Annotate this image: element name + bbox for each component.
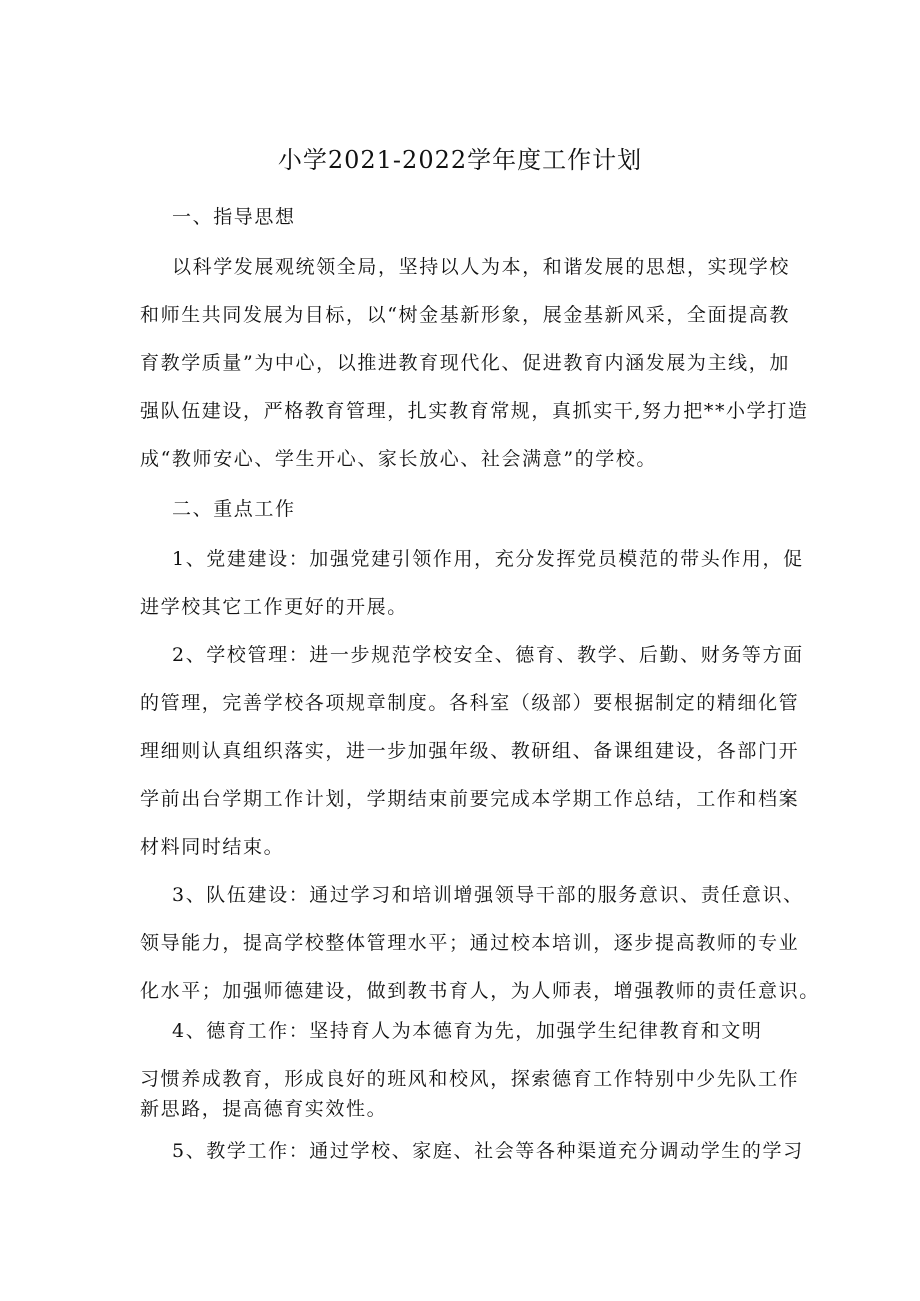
paragraph-line: 新思路，提高德育实效性。: [140, 1098, 388, 1120]
paragraph-line: 成“教师安心、学生开心、家长放心、社会满意”的学校。: [140, 448, 658, 470]
paragraph-line: 学前出台学期工作计划，学期结束前要完成本学期工作总结，工作和档案: [140, 788, 800, 810]
paragraph-line: 以科学发展观统领全局，坚持以人为本，和谐发展的思想，实现学校: [172, 256, 791, 278]
paragraph-line: 5、教学工作：通过学校、家庭、社会等各种渠道充分调动学生的学习: [172, 1140, 804, 1162]
paragraph-line: 习惯养成教育，形成良好的班风和校风，探索德育工作特别中少先队工作: [140, 1068, 800, 1090]
paragraph-line: 强队伍建设，严格教育管理，扎实教育常规，真抓实干,努力把**小学打造: [140, 400, 809, 422]
paragraph-line: 1、党建建设：加强党建引领作用，充分发挥党员模范的带头作用，促: [172, 548, 804, 570]
paragraph-line: 领导能力，提高学校整体管理水平；通过校本培训，逐步提高教师的专业: [140, 932, 800, 954]
paragraph-line: 育教学质量”为中心，以推进教育现代化、促进教育内涵发展为主线，加: [140, 352, 790, 374]
paragraph-line: 和师生共同发展为目标，以“树金基新形象，展金基新风采，全面提高教: [140, 304, 790, 326]
paragraph-line: 2、学校管理：进一步规范学校安全、德育、教学、后勤、财务等方面: [172, 644, 804, 666]
paragraph-line: 化水平；加强师德建设，做到教书育人，为人师表，增强教师的责任意识。: [140, 980, 820, 1002]
document-title: 小学2021-2022学年度工作计划: [277, 146, 643, 174]
paragraph-line: 的管理，完善学校各项规章制度。各科室（级部）要根据制定的精细化管: [140, 692, 800, 714]
paragraph-line: 材料同时结束。: [140, 836, 285, 858]
section-heading-guiding-ideology: 一、指导思想: [172, 206, 296, 228]
paragraph-line: 进学校其它工作更好的开展。: [140, 596, 408, 618]
paragraph-line: 理细则认真组织落实，进一步加强年级、教研组、备课组建设，各部门开: [140, 740, 800, 762]
section-heading-key-work: 二、重点工作: [172, 498, 296, 520]
paragraph-line: 3、队伍建设：通过学习和培训增强领导干部的服务意识、责任意识、: [172, 884, 804, 906]
paragraph-line: 4、德育工作：坚持育人为本德育为先，加强学生纪律教育和文明: [172, 1020, 763, 1042]
